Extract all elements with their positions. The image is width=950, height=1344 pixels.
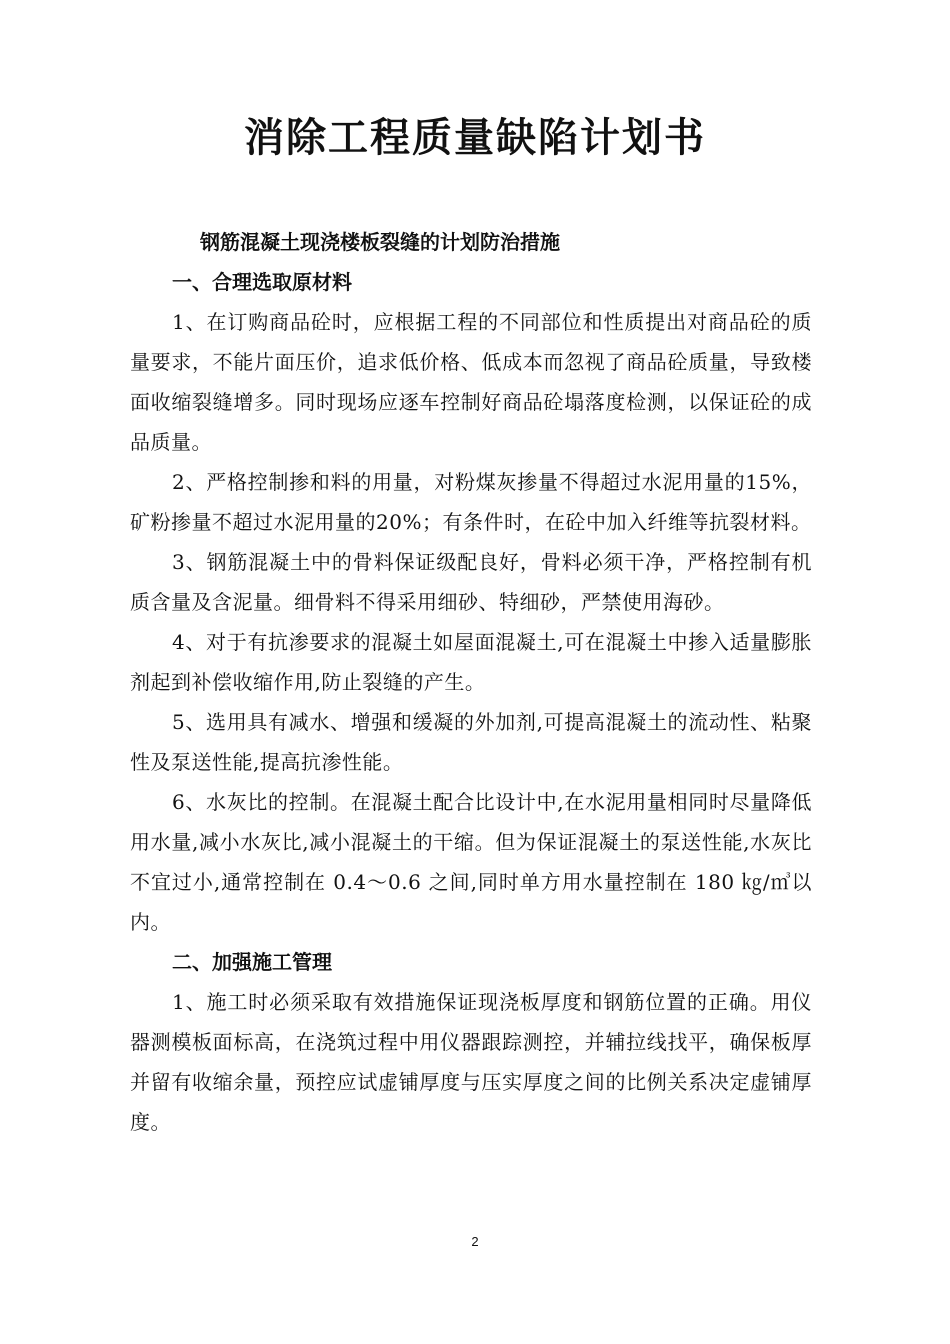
paragraph: 4、对于有抗渗要求的混凝土如屋面混凝土,可在混凝土中掺入适量膨胀剂起到补偿收缩作用,防止裂缝的产生。 xyxy=(130,630,812,694)
paragraph: 1、在订购商品砼时，应根据工程的不同部位和性质提出对商品砼的质量要求，不能片面压价，追求低价格、低成本而忽视了商品砼质量，导致楼面收缩裂缝增多。同时现场应逐车控制好商品砼塌落度检测，以保证砼的成品质量。 xyxy=(130,310,812,454)
paragraph: 5、选用具有减水、增强和缓凝的外加剂,可提高混凝土的流动性、粘聚性及泵送性能,提高抗渗性能。 xyxy=(130,710,812,774)
paragraph: 3、钢筋混凝土中的骨料保证级配良好，骨料必须干净，严格控制有机质含量及含泥量。细骨料不得采用细砂、特细砂，严禁使用海砂。 xyxy=(130,550,812,614)
page-title: 消除工程质量缺陷计划书 xyxy=(244,115,706,161)
document-subtitle: 钢筋混凝土现浇楼板裂缝的计划防治措施 xyxy=(200,230,560,254)
page-number: 2 xyxy=(471,1234,479,1249)
section-heading-construction: 二、加强施工管理 xyxy=(172,950,332,974)
section-heading-materials: 一、合理选取原材料 xyxy=(172,270,352,294)
paragraph: 6、水灰比的控制。在混凝土配合比设计中,在水泥用量相同时尽量降低用水量,减小水灰比,减小混凝土的干缩。但为保证混凝土的泵送性能,水灰比不宜过小,通常控制在 0.4～0.6 之间,同时单方用水量控制在 180 ㎏/㎥以内。 xyxy=(130,790,812,934)
document-body xyxy=(130,222,812,1142)
paragraph: 1、施工时必须采取有效措施保证现浇板厚度和钢筋位置的正确。用仪器测模板面标高，在浇筑过程中用仪器跟踪测控，并辅拉线找平，确保板厚并留有收缩余量，预控应试虚铺厚度与压实厚度之间的比例关系决定虚铺厚度。 xyxy=(130,990,812,1134)
paragraph: 2、严格控制掺和料的用量，对粉煤灰掺量不得超过水泥用量的15%，矿粉掺量不超过水泥用量的20%；有条件时，在砼中加入纤维等抗裂材料。 xyxy=(130,470,812,534)
